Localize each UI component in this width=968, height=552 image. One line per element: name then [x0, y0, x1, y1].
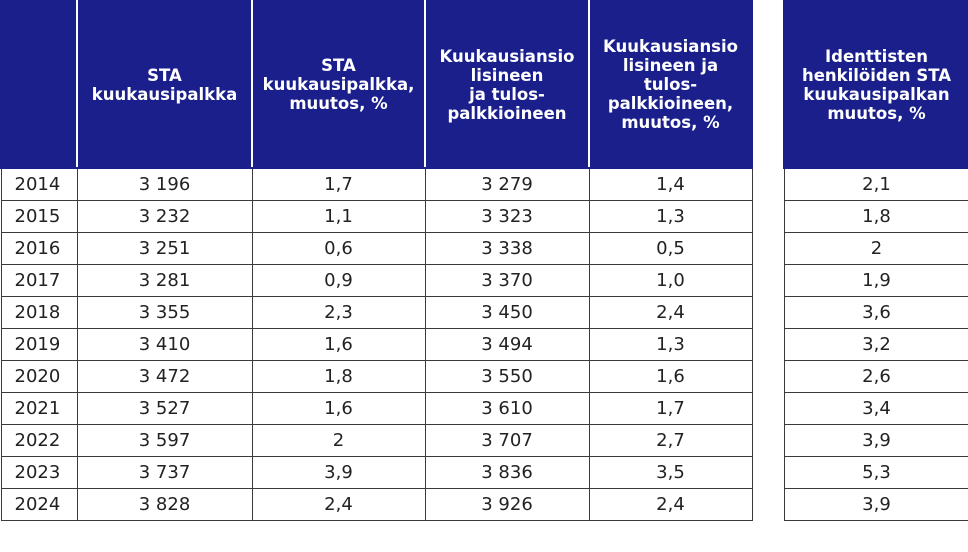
earnings-change-cell: 1,3	[589, 201, 752, 233]
identical-change-cell: 1,8	[784, 201, 968, 233]
sta-change-cell: 0,9	[252, 265, 425, 297]
header-sta-salary: STA kuukausipalkka	[77, 1, 252, 168]
identical-change-cell: 3,9	[784, 489, 968, 521]
table-row	[784, 425, 968, 457]
sta-change-cell: 1,1	[252, 201, 425, 233]
header-year	[1, 1, 77, 168]
table-row	[1, 297, 752, 329]
table-row	[1, 489, 752, 521]
sta-change-cell: 1,6	[252, 393, 425, 425]
table-row	[1, 393, 752, 425]
sta-change-cell: 3,9	[252, 457, 425, 489]
earnings-cell: 3 338	[425, 233, 589, 265]
year-cell: 2022	[1, 425, 77, 457]
table-row	[1, 361, 752, 393]
table-row	[784, 201, 968, 233]
identical-change-cell: 2,1	[784, 168, 968, 201]
year-cell: 2014	[1, 168, 77, 201]
identical-change-cell: 3,2	[784, 329, 968, 361]
earnings-change-cell: 2,4	[589, 297, 752, 329]
table-row	[784, 168, 968, 201]
header-monthly-earnings: Kuukausiansio lisineen ja tulos- palkkioineen	[425, 1, 589, 168]
earnings-change-cell: 1,6	[589, 361, 752, 393]
table-row	[784, 265, 968, 297]
identical-change-cell: 2	[784, 233, 968, 265]
earnings-change-cell: 1,3	[589, 329, 752, 361]
year-cell: 2023	[1, 457, 77, 489]
table-row	[784, 489, 968, 521]
sta-salary-cell: 3 355	[77, 297, 252, 329]
earnings-cell: 3 926	[425, 489, 589, 521]
earnings-cell: 3 370	[425, 265, 589, 297]
sta-change-cell: 1,7	[252, 168, 425, 201]
identical-change-cell: 2,6	[784, 361, 968, 393]
sta-salary-cell: 3 737	[77, 457, 252, 489]
earnings-change-cell: 2,4	[589, 489, 752, 521]
earnings-cell: 3 279	[425, 168, 589, 201]
sta-change-cell: 0,6	[252, 233, 425, 265]
year-cell: 2015	[1, 201, 77, 233]
earnings-cell: 3 494	[425, 329, 589, 361]
earnings-change-cell: 2,7	[589, 425, 752, 457]
sta-change-cell: 1,6	[252, 329, 425, 361]
header-row	[1, 1, 752, 168]
identical-change-cell: 1,9	[784, 265, 968, 297]
sta-salary-cell: 3 472	[77, 361, 252, 393]
sta-change-cell: 2	[252, 425, 425, 457]
sta-salary-cell: 3 232	[77, 201, 252, 233]
table-row	[1, 168, 752, 201]
table-row	[1, 329, 752, 361]
identical-change-cell: 3,9	[784, 425, 968, 457]
table-row	[784, 393, 968, 425]
earnings-change-cell: 0,5	[589, 233, 752, 265]
identical-persons-table	[783, 0, 968, 521]
year-cell: 2020	[1, 361, 77, 393]
identical-change-cell: 3,6	[784, 297, 968, 329]
year-cell: 2018	[1, 297, 77, 329]
earnings-cell: 3 323	[425, 201, 589, 233]
year-cell: 2017	[1, 265, 77, 297]
header-monthly-earnings-change: Kuukausiansio lisineen ja tulos- palkkioineen, muutos, %	[589, 1, 752, 168]
header-identical-change: Identtisten henkilöiden STA kuukausipalkan muutos, %	[784, 1, 968, 168]
sta-salary-cell: 3 196	[77, 168, 252, 201]
table-row	[784, 329, 968, 361]
sta-change-cell: 2,3	[252, 297, 425, 329]
earnings-change-cell: 1,4	[589, 168, 752, 201]
sta-salary-cell: 3 828	[77, 489, 252, 521]
table-row	[1, 265, 752, 297]
sta-salary-cell: 3 527	[77, 393, 252, 425]
year-cell: 2024	[1, 489, 77, 521]
table-row	[784, 297, 968, 329]
side-header-row	[784, 1, 968, 168]
table-row	[1, 457, 752, 489]
identical-change-cell: 5,3	[784, 457, 968, 489]
sta-salary-cell: 3 597	[77, 425, 252, 457]
sta-change-cell: 1,8	[252, 361, 425, 393]
year-cell: 2021	[1, 393, 77, 425]
table-row	[784, 361, 968, 393]
sta-salary-cell: 3 251	[77, 233, 252, 265]
earnings-cell: 3 610	[425, 393, 589, 425]
year-cell: 2016	[1, 233, 77, 265]
identical-change-cell: 3,4	[784, 393, 968, 425]
earnings-cell: 3 707	[425, 425, 589, 457]
table-row	[1, 201, 752, 233]
table-row	[1, 233, 752, 265]
header-sta-salary-change: STA kuukausipalkka, muutos, %	[252, 1, 425, 168]
sta-change-cell: 2,4	[252, 489, 425, 521]
sta-salary-cell: 3 410	[77, 329, 252, 361]
earnings-change-cell: 1,0	[589, 265, 752, 297]
table-row	[784, 457, 968, 489]
table-row	[784, 233, 968, 265]
earnings-change-cell: 3,5	[589, 457, 752, 489]
sta-salary-cell: 3 281	[77, 265, 252, 297]
earnings-cell: 3 450	[425, 297, 589, 329]
earnings-change-cell: 1,7	[589, 393, 752, 425]
earnings-cell: 3 836	[425, 457, 589, 489]
earnings-cell: 3 550	[425, 361, 589, 393]
table-row	[1, 425, 752, 457]
year-cell: 2019	[1, 329, 77, 361]
